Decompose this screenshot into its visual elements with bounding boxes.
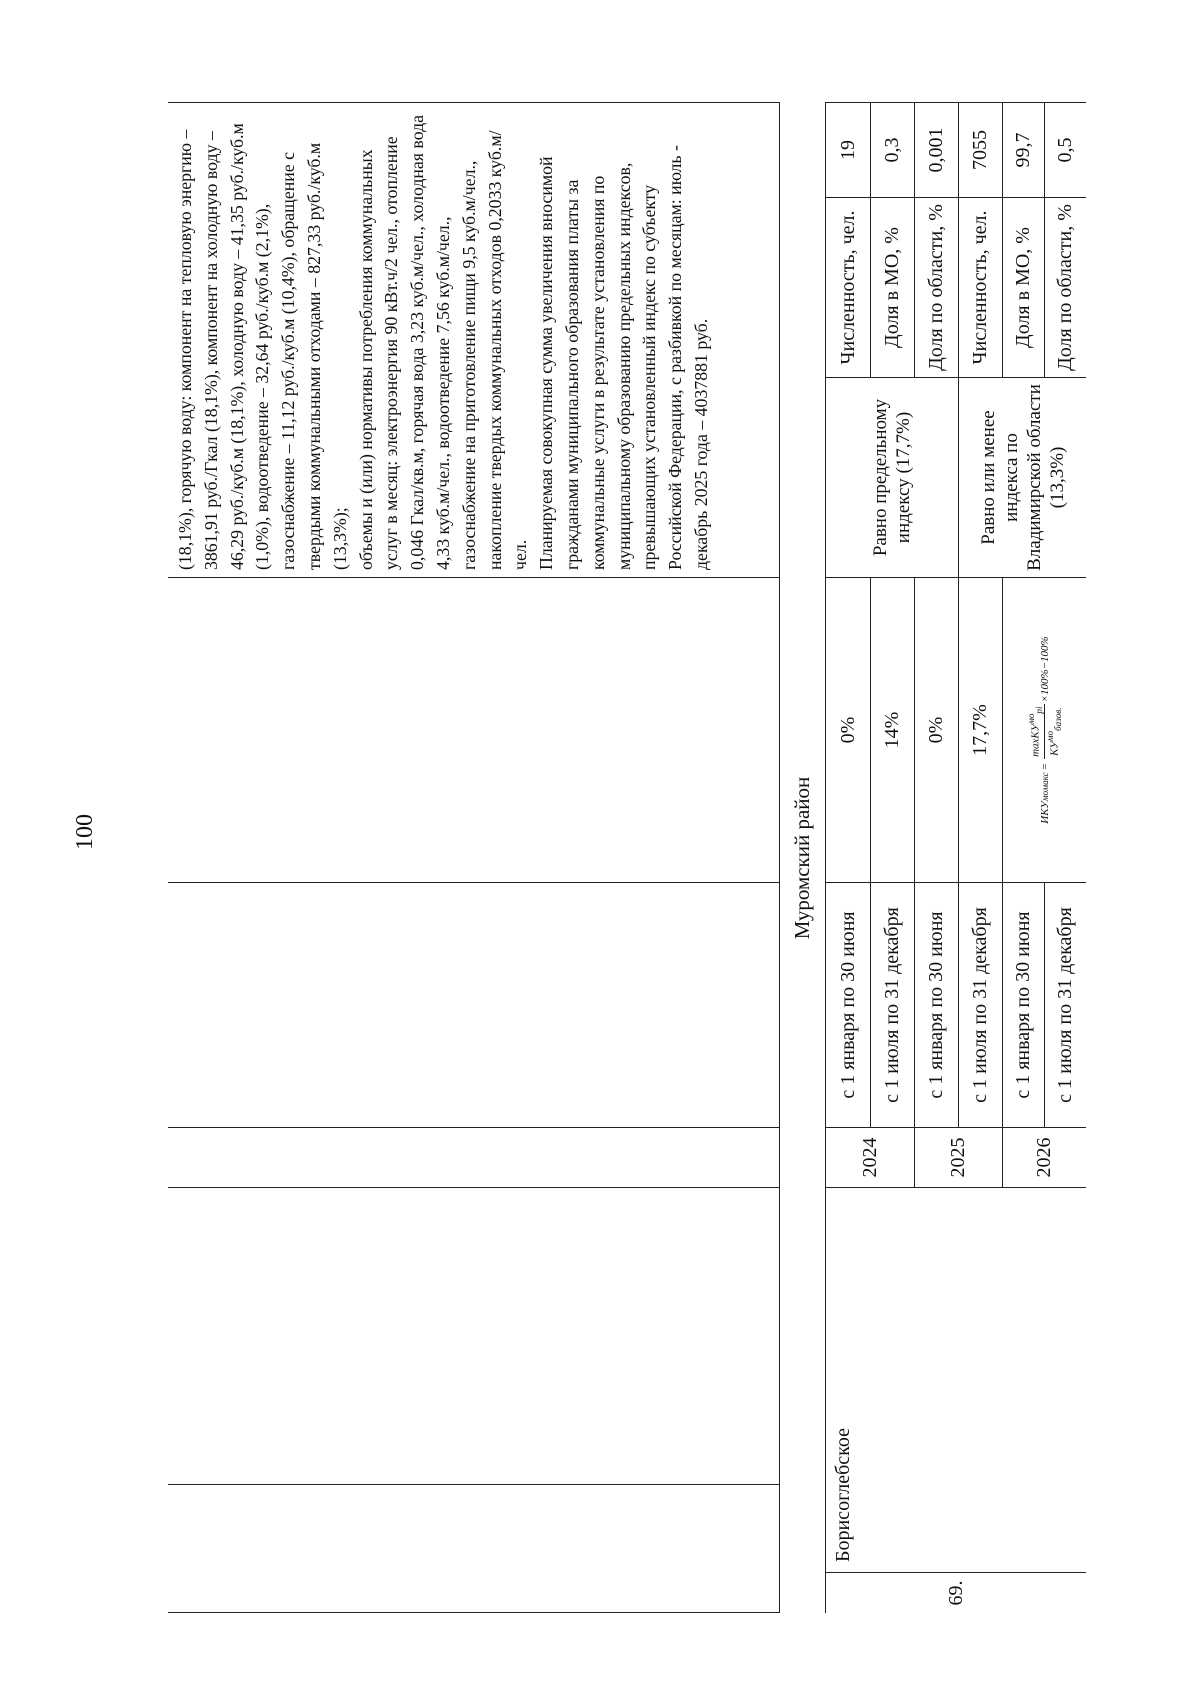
consumption-paragraph: объемы и (или) нормативы потребления коммунальных услуг в месяц: электроэнергия 90 кВт.ч/2 чел., отопление 0,046 Гкал/кв.м, горячая вода 3,23 куб.м/чел., холодная вода 4,33 куб.м/чел., водоотведение 7,56 куб.м/чел., газоснабжение на приготовление пищи 9,5 куб.м/чел., накопление твердых коммунальных отходов 0,2033 куб.м/чел.	[355, 114, 531, 570]
period-cell: с 1 июля по 31 декабря	[958, 883, 1002, 1128]
formula-lhs: ИКУ	[1038, 801, 1051, 824]
tariff-paragraph: (18,1%), горячую воду: компонент на тепловую энергию – 3861,91 руб./Гкал (18,1%), компонент на холодную воду – 46,29 руб./куб.м (18,1%), холодную воду – 41,35 руб./куб.м (1,0%), водоотведение – 32,64 руб./куб.м (2,1%), газоснабжение – 11,12 руб./куб.м (10,4%), обращение с твердыми коммунальными отходами – 827,33 руб./куб.м (13,3%);	[175, 123, 350, 570]
index-cell: 17,7%	[958, 578, 1002, 883]
district-heading: Муромский район	[790, 776, 814, 940]
indicator-value: 0,3	[870, 103, 914, 198]
indicator-value: 0,001	[914, 103, 958, 198]
payment-paragraph: Планируемая совокупная сумма увеличения вносимой гражданами муниципального образования платы за коммунальные услуги в результате установления по муниципальному образованию предельных индексов, превышающих установленный индекс по субъекту Российской Федерации, с разбивкой по месяцам: июль - декабрь 2025 года – 4037881 руб.	[536, 145, 711, 570]
year-cell: 2025	[914, 1128, 1002, 1188]
period-cell: с 1 июля по 31 декабря	[870, 883, 914, 1128]
indicator-label: Доля по области, %	[914, 198, 958, 378]
rotated-table	[168, 103, 1085, 1613]
indicator-value: 99,7	[1002, 103, 1044, 198]
municipality-name: Борисоглебское	[826, 1188, 1086, 1573]
page-number: 100	[72, 814, 98, 850]
indicator-label: Численность, чел.	[826, 198, 870, 378]
period-cell: с 1 января по 30 июня	[914, 883, 958, 1128]
index-cell: 0%	[826, 578, 870, 883]
indicator-label: Доля в МО, %	[870, 198, 914, 378]
period-cell: с 1 января по 30 июня	[826, 883, 870, 1128]
index-cell: 14%	[870, 578, 914, 883]
indicator-label: Доля в МО, %	[1002, 198, 1044, 378]
indicator-value: 19	[826, 103, 870, 198]
index-formula: ИКУ мо макс = maxКУ$^{мо}_{рi}$ $КУ^{мо}_{базов.}$ ×100%−100%	[1002, 578, 1086, 883]
continuation-row	[168, 102, 780, 1613]
indicator-label: Численность, чел.	[958, 198, 1002, 378]
row-number: 69.	[944, 1580, 967, 1606]
condition-cell: Равно предельному индексу (17,7%)	[826, 378, 958, 578]
formula-fraction: maxКУ$^{мо}_{рi}$ $КУ^{мо}_{базов.}$	[1026, 706, 1063, 757]
year-cell: 2026	[1002, 1128, 1086, 1188]
tariff-text-block	[168, 103, 779, 578]
condition-cell: Равно или менее индекса по Владимирской области (13,3%)	[958, 378, 1086, 578]
indicator-label: Доля по области, %	[1044, 198, 1086, 378]
period-cell: с 1 июля по 31 декабря	[1044, 883, 1086, 1128]
municipality-row	[825, 102, 1086, 1613]
period-cell: с 1 января по 30 июня	[1002, 883, 1044, 1128]
indicator-value: 7055	[958, 103, 1002, 198]
index-cell: 0%	[914, 578, 958, 883]
year-cell: 2024	[826, 1128, 914, 1188]
indicator-value: 0,5	[1044, 103, 1086, 198]
